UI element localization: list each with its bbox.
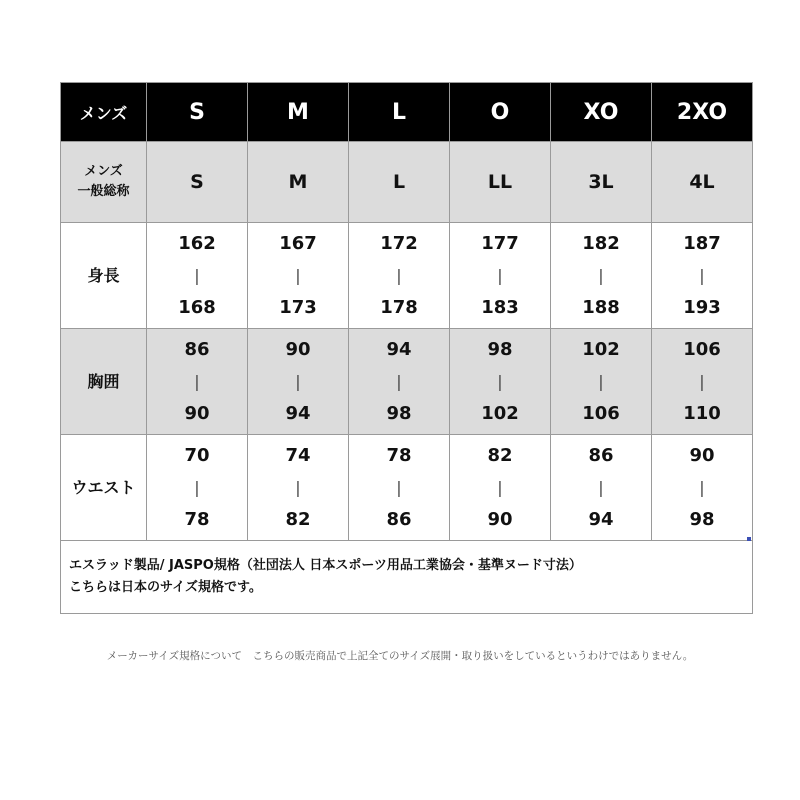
range-max: 98 bbox=[689, 508, 715, 530]
range-separator: | bbox=[598, 371, 604, 391]
range-min: 78 bbox=[386, 444, 412, 466]
range-max: 94 bbox=[285, 402, 311, 424]
range-max: 106 bbox=[582, 402, 620, 424]
range-separator: | bbox=[598, 265, 604, 285]
range-min: 102 bbox=[582, 338, 620, 360]
height-range-cell bbox=[248, 223, 349, 329]
range-min: 94 bbox=[386, 338, 412, 360]
range-min: 70 bbox=[184, 444, 210, 466]
range-max: 178 bbox=[380, 296, 418, 318]
general-size-cell: S bbox=[147, 142, 248, 223]
range-separator: | bbox=[497, 265, 503, 285]
range-min: 106 bbox=[683, 338, 721, 360]
range-separator: | bbox=[598, 477, 604, 497]
range-separator: | bbox=[194, 477, 200, 497]
height-row bbox=[61, 223, 753, 329]
header-size-cell: 2XO bbox=[652, 83, 753, 142]
range-separator: | bbox=[295, 477, 301, 497]
header-size-cell: XO bbox=[551, 83, 652, 142]
general-size-row bbox=[61, 142, 753, 223]
range-min: 162 bbox=[178, 232, 216, 254]
range-separator: | bbox=[396, 265, 402, 285]
range-min: 90 bbox=[285, 338, 311, 360]
chest-row-label: 胸囲 bbox=[61, 329, 147, 435]
note-line1: エスラッド製品/ JASPO規格（社団法人 日本スポーツ用品工業協会・基準ヌード寸法） bbox=[69, 558, 582, 573]
chest-range-cell bbox=[450, 329, 551, 435]
size-chart-table bbox=[60, 82, 753, 614]
general-size-cell: 4L bbox=[652, 142, 753, 223]
range-separator: | bbox=[194, 371, 200, 391]
range-min: 86 bbox=[588, 444, 614, 466]
chest-range-cell bbox=[349, 329, 450, 435]
note-cell bbox=[61, 541, 753, 614]
waist-row bbox=[61, 435, 753, 541]
range-max: 173 bbox=[279, 296, 317, 318]
range-separator: | bbox=[396, 477, 402, 497]
general-size-cell: L bbox=[349, 142, 450, 223]
chest-range-cell bbox=[652, 329, 753, 435]
range-max: 94 bbox=[588, 508, 614, 530]
header-size-cell: L bbox=[349, 83, 450, 142]
range-separator: | bbox=[699, 371, 705, 391]
height-range-cell bbox=[450, 223, 551, 329]
footer-note: メーカーサイズ規格について こちらの販売商品で上記全てのサイズ展開・取り扱いをしているというわけではありません。 bbox=[106, 650, 694, 662]
waist-range-cell bbox=[349, 435, 450, 541]
range-min: 74 bbox=[285, 444, 311, 466]
general-size-cell: M bbox=[248, 142, 349, 223]
range-max: 110 bbox=[683, 402, 721, 424]
chest-range-cell bbox=[147, 329, 248, 435]
range-max: 168 bbox=[178, 296, 216, 318]
chest-row bbox=[61, 329, 753, 435]
range-min: 167 bbox=[279, 232, 317, 254]
range-separator: | bbox=[396, 371, 402, 391]
range-separator: | bbox=[194, 265, 200, 285]
header-size-cell: S bbox=[147, 83, 248, 142]
range-separator: | bbox=[295, 371, 301, 391]
range-min: 90 bbox=[689, 444, 715, 466]
range-min: 177 bbox=[481, 232, 519, 254]
range-min: 86 bbox=[184, 338, 210, 360]
range-separator: | bbox=[497, 477, 503, 497]
range-separator: | bbox=[497, 371, 503, 391]
range-min: 182 bbox=[582, 232, 620, 254]
range-max: 90 bbox=[184, 402, 210, 424]
range-separator: | bbox=[295, 265, 301, 285]
chest-range-cell bbox=[248, 329, 349, 435]
waist-range-cell bbox=[551, 435, 652, 541]
range-max: 90 bbox=[487, 508, 513, 530]
range-max: 183 bbox=[481, 296, 519, 318]
general-size-cell: 3L bbox=[551, 142, 652, 223]
header-row bbox=[61, 83, 753, 142]
range-min: 187 bbox=[683, 232, 721, 254]
general-size-cell: LL bbox=[450, 142, 551, 223]
range-max: 86 bbox=[386, 508, 412, 530]
waist-range-cell bbox=[652, 435, 753, 541]
range-max: 188 bbox=[582, 296, 620, 318]
waist-range-cell bbox=[147, 435, 248, 541]
range-max: 98 bbox=[386, 402, 412, 424]
general-size-row-label bbox=[61, 142, 147, 223]
range-min: 172 bbox=[380, 232, 418, 254]
note-row bbox=[61, 541, 753, 614]
height-range-cell bbox=[551, 223, 652, 329]
range-max: 193 bbox=[683, 296, 721, 318]
height-range-cell bbox=[652, 223, 753, 329]
range-min: 98 bbox=[487, 338, 513, 360]
corner-mark bbox=[747, 537, 751, 541]
general-label-line2: 一般総称 bbox=[77, 184, 130, 199]
range-max: 102 bbox=[481, 402, 519, 424]
range-separator: | bbox=[699, 477, 705, 497]
waist-row-label: ウエスト bbox=[61, 435, 147, 541]
range-max: 82 bbox=[285, 508, 311, 530]
note-line2: こちらは日本のサイズ規格です。 bbox=[69, 580, 262, 595]
range-min: 82 bbox=[487, 444, 513, 466]
general-label-line1: メンズ bbox=[84, 164, 123, 179]
chest-range-cell bbox=[551, 329, 652, 435]
height-range-cell bbox=[349, 223, 450, 329]
height-row-label: 身長 bbox=[61, 223, 147, 329]
waist-range-cell bbox=[450, 435, 551, 541]
range-separator: | bbox=[699, 265, 705, 285]
header-row-label: メンズ bbox=[61, 83, 147, 142]
waist-range-cell bbox=[248, 435, 349, 541]
range-max: 78 bbox=[184, 508, 210, 530]
height-range-cell bbox=[147, 223, 248, 329]
header-size-cell: O bbox=[450, 83, 551, 142]
header-size-cell: M bbox=[248, 83, 349, 142]
